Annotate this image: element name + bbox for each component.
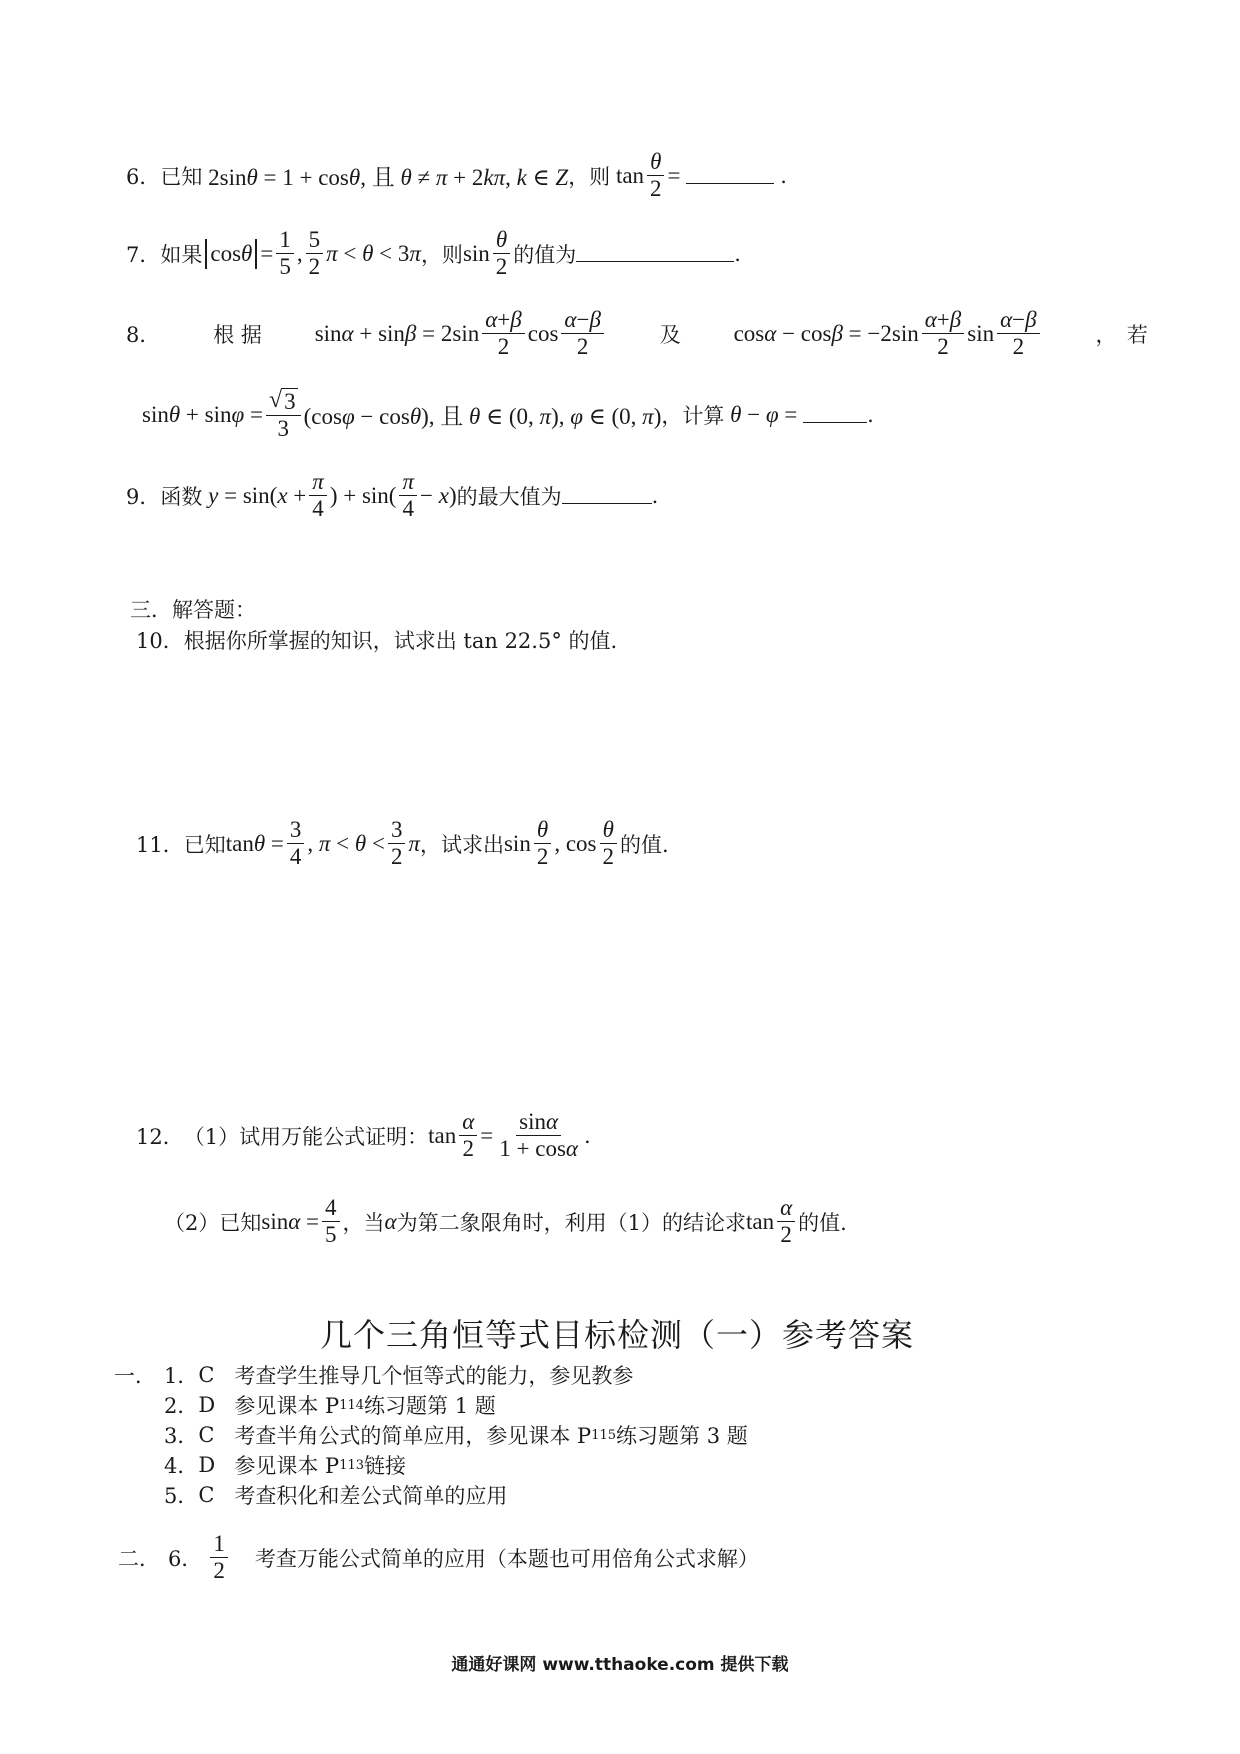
- question-11: 11． 已知 tanθ = $\frac{3}{4}$ , π < θ < $\frac{3}{2}$ π ，试求出 sin $\frac{\theta}{2}$ , cos $\frac{\theta}{2}$ 的值.: [136, 817, 669, 870]
- answers-title: 几个三角恒等式目标检测（一）参考答案: [320, 1316, 915, 1354]
- q6-formula: 2sinθ = 1 + cosθ, 且 θ ≠ π + 2kπ, k ∈ Z: [202, 165, 569, 191]
- answer-item-2: 2． D 参见课本 P 114 练习题第 1 题: [164, 1393, 496, 1418]
- page-footer: 通通好课网 www.tthaoke.com 提供下载: [451, 1655, 789, 1675]
- answers-section-1-label: 一．: [114, 1364, 156, 1388]
- answer-blank[interactable]: [576, 245, 734, 262]
- question-8-line2: sinθ + sinφ = √ 3 3 (cosφ − cosθ), 且 θ ∈ (0, π), φ ∈ (0, π) ，计算 θ − φ = .: [142, 387, 874, 442]
- question-12-part1: 12． （1）试用万能公式证明： tan $\frac{\alpha}{2}$ = $\frac{\sin\alpha}{1 + \cos\alpha}$ .: [136, 1109, 591, 1162]
- question-9: 9． 函数 y = sin(x + $\frac{\pi}{4}$ ) + sin( $\frac{\pi}{4}$ − x) 的最大值为 .: [126, 469, 659, 522]
- question-12-part2: （2）已知 sinα = $\frac{4}{5}$ ，当 α 为第二象限角时，利用（1）的结论求 tan $\frac{\alpha}{2}$ 的值.: [164, 1195, 847, 1248]
- answer-item-3: 3． C 考查半角公式的简单应用，参见课本 P 115 练习题第 3 题: [164, 1423, 748, 1448]
- question-8-line1: 8． 根 据 sin α + sin β = 2sin $\frac{\alpha+\beta}{2}$ cos $\frac{\alpha-\beta}{2}$ 及 cos α − cos β = −2sin $\frac{\alpha+\beta}{2}$ sin $\frac{\alpha-\beta}{2}$ ， 若: [126, 307, 1148, 360]
- answer-blank[interactable]: [686, 167, 774, 184]
- answer-item-5: 5． C 考查积化和差公式简单的应用: [164, 1483, 508, 1508]
- answer-item-4: 4． D 参见课本 P 113 链接: [164, 1453, 407, 1478]
- question-7: 7． 如果 cosθ = $\frac{1}{5}$ , $\frac{5}{2}$ π < θ < 3π ，则 sin $\frac{\theta}{2}$ 的值为 .: [126, 227, 741, 280]
- answer-blank[interactable]: [803, 406, 867, 423]
- section-3-heading: 三．解答题：: [130, 598, 256, 622]
- question-10: 10． 根据你所掌握的知识，试求出 tan 22.5° 的值.: [136, 629, 618, 653]
- question-6: 6． 已知 2sinθ = 1 + cosθ, 且 θ ≠ π + 2kπ, k ∈ Z ，则 tan $\frac{\theta}{2}$ = .: [126, 149, 787, 202]
- answer-blank[interactable]: [562, 487, 652, 504]
- answers-section-2: 二． 6． $\frac{1}{2}$ 考查万能公式简单的应用（本题也可用倍角公式求解）: [118, 1531, 759, 1584]
- answer-item-1: 1． C 考查学生推导几个恒等式的能力，参见教参: [164, 1363, 634, 1388]
